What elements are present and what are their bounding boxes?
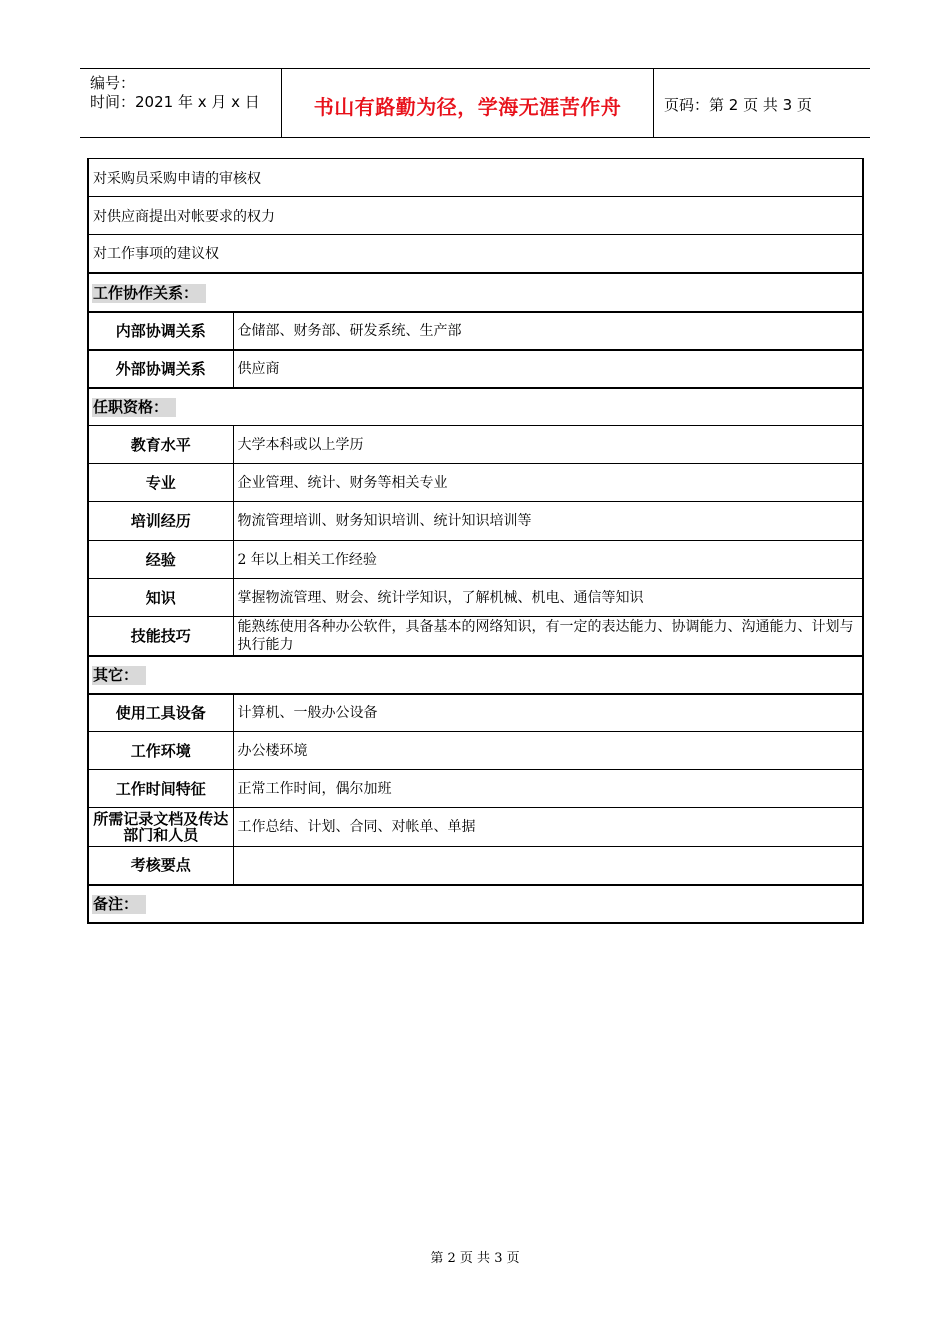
table-row	[88, 770, 863, 808]
table-row	[88, 732, 863, 770]
table-row	[88, 464, 863, 502]
rights-row	[88, 159, 863, 197]
cooperation-section-title: 工作协作关系：	[92, 284, 206, 303]
external-coordination-value: 供应商	[233, 350, 863, 388]
right-item: 对工作事项的建议权	[88, 235, 863, 273]
other-label: 工作时间特征	[88, 770, 233, 808]
rights-row	[88, 235, 863, 273]
other-value: 办公楼环境	[233, 732, 863, 770]
qualification-label: 培训经历	[88, 502, 233, 541]
remarks-section-title: 备注：	[92, 895, 146, 914]
table-row	[88, 694, 863, 732]
qualification-value: 大学本科或以上学历	[233, 426, 863, 464]
other-value: 计算机、一般办公设备	[233, 694, 863, 732]
table-row	[88, 808, 863, 847]
qualification-label: 专业	[88, 464, 233, 502]
table-row	[88, 502, 863, 541]
header-motto-cell	[282, 69, 654, 137]
qualification-label: 教育水平	[88, 426, 233, 464]
qualification-value: 能熟练使用各种办公软件，具备基本的网络知识，有一定的表达能力、协调能力、沟通能力、计划与执行能力	[233, 617, 863, 656]
document-time-label: 时间：2021 年 x 月 x 日	[90, 93, 260, 111]
other-label: 使用工具设备	[88, 694, 233, 732]
section-header-row	[88, 388, 863, 426]
qualifications-section-title: 任职资格：	[92, 398, 176, 417]
other-section-title: 其它：	[92, 666, 146, 685]
other-label: 所需记录文档及传达部门和人员	[88, 808, 233, 847]
table-row	[88, 579, 863, 617]
table-row	[88, 541, 863, 579]
qualification-label: 知识	[88, 579, 233, 617]
table-row	[88, 350, 863, 388]
rights-row	[88, 197, 863, 235]
section-header-row	[88, 885, 863, 923]
page-footer: 第 2 页 共 3 页	[430, 1251, 520, 1266]
table-row	[88, 312, 863, 350]
header-page-cell	[654, 69, 870, 137]
section-header-row	[88, 656, 863, 694]
table-row	[88, 617, 863, 656]
qualification-value: 企业管理、统计、财务等相关专业	[233, 464, 863, 502]
internal-coordination-label: 内部协调关系	[88, 312, 233, 350]
table-row	[88, 426, 863, 464]
table-row	[88, 847, 863, 885]
job-description-table	[87, 158, 864, 924]
qualification-value: 2 年以上相关工作经验	[233, 541, 863, 579]
qualification-value: 物流管理培训、财务知识培训、统计知识培训等	[233, 502, 863, 541]
other-label: 考核要点	[88, 847, 233, 885]
section-header-row	[88, 273, 863, 312]
other-value	[233, 847, 863, 885]
page-header	[80, 68, 870, 138]
internal-coordination-value: 仓储部、财务部、研发系统、生产部	[233, 312, 863, 350]
other-value: 工作总结、计划、合同、对帐单、单据	[233, 808, 863, 847]
qualification-label: 经验	[88, 541, 233, 579]
qualification-value: 掌握物流管理、财会、统计学知识，了解机械、机电、通信等知识	[233, 579, 863, 617]
header-motto: 书山有路勤为径，学海无涯苦作舟	[313, 95, 622, 119]
header-info-cell	[80, 69, 282, 137]
header-page-info: 页码：第 2 页 共 3 页	[664, 96, 812, 114]
external-coordination-label: 外部协调关系	[88, 350, 233, 388]
document-number-label: 编号：	[90, 74, 136, 92]
qualification-label: 技能技巧	[88, 617, 233, 656]
other-label: 工作环境	[88, 732, 233, 770]
right-item: 对供应商提出对帐要求的权力	[88, 197, 863, 235]
other-value: 正常工作时间，偶尔加班	[233, 770, 863, 808]
right-item: 对采购员采购申请的审核权	[88, 159, 863, 197]
